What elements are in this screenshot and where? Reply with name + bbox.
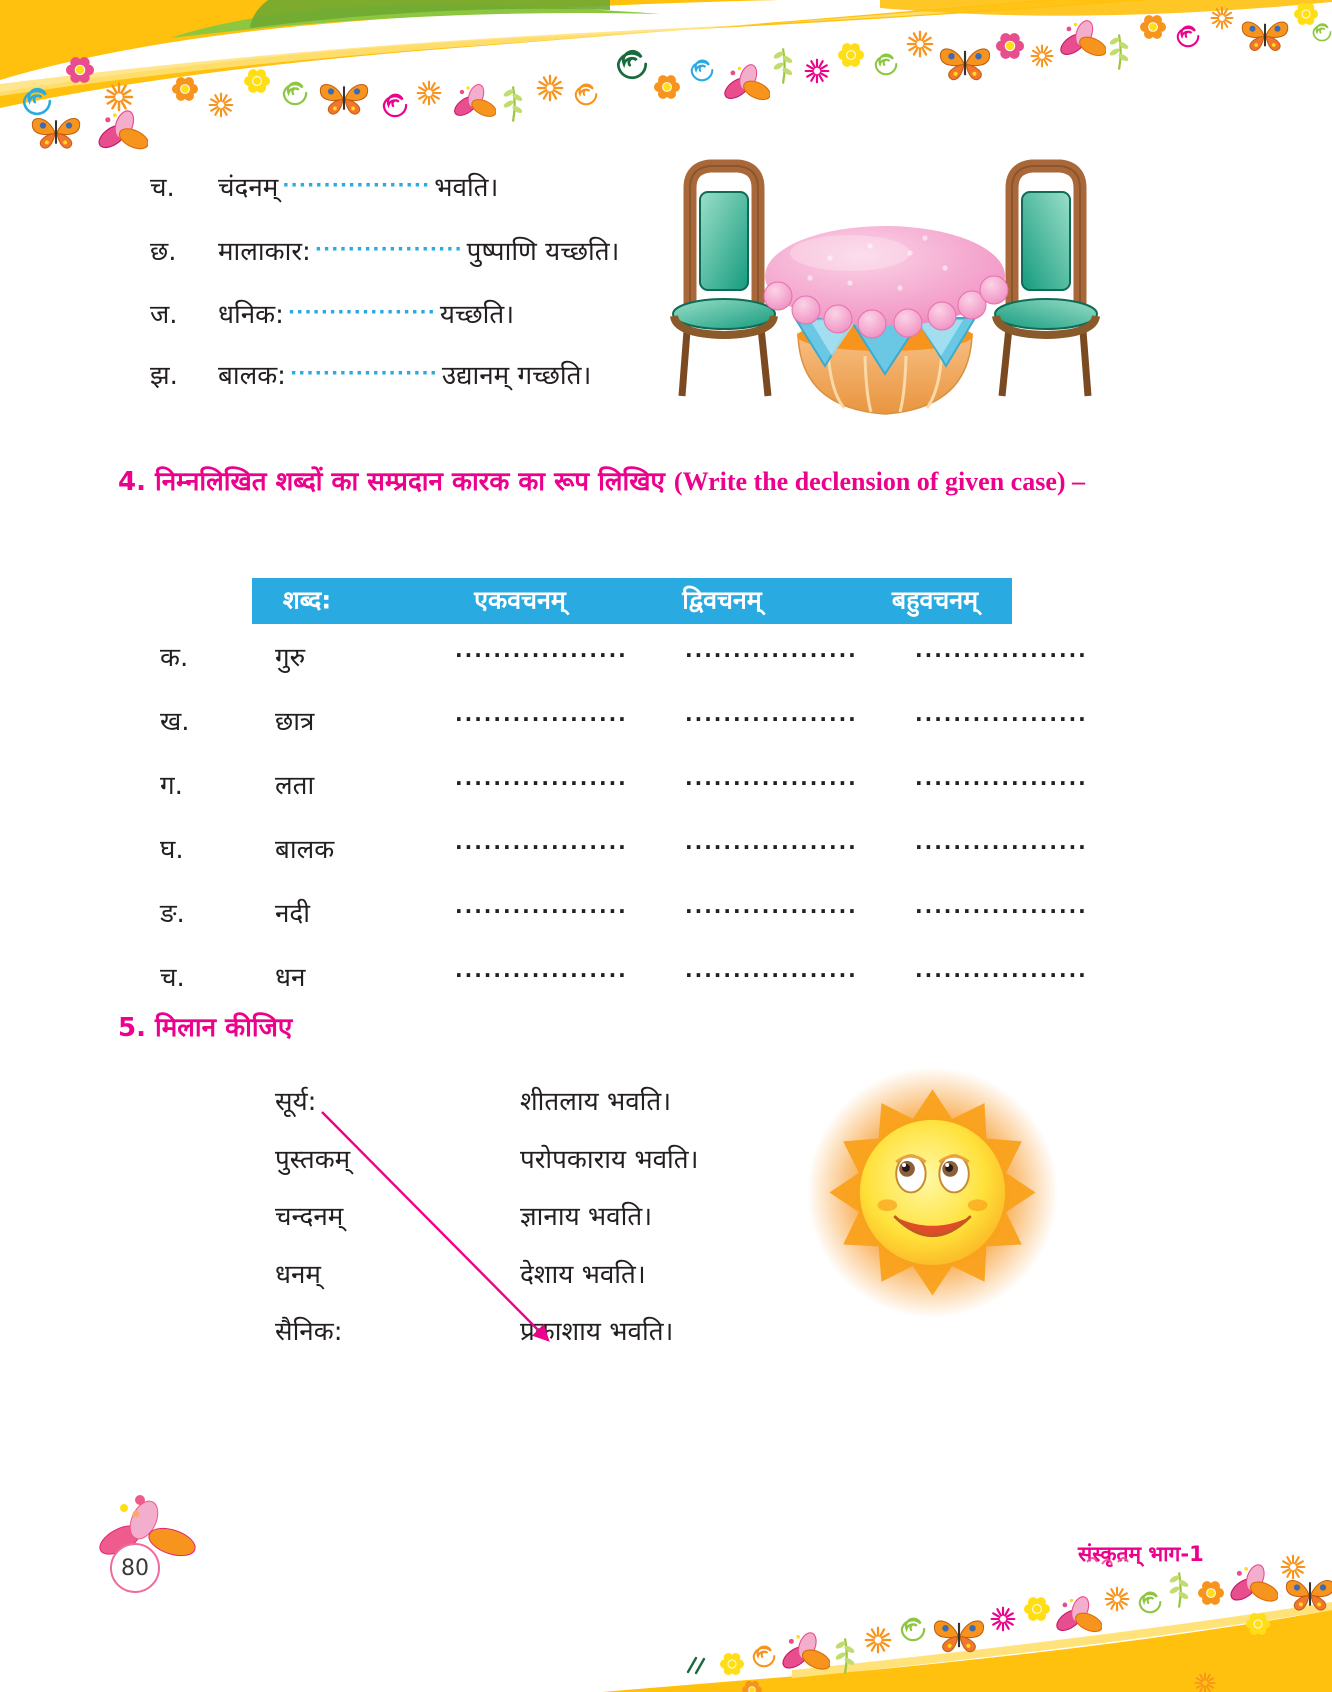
match-left-item: सैनिक: [275,1317,343,1347]
fill-blank: .................. [455,894,628,918]
item-serial: झ. [150,361,178,391]
match-left-item: धनम् [275,1260,321,1290]
table-row [160,638,1088,678]
exercise-row [150,168,498,204]
exercise-row [150,356,591,392]
match-right-item: ज्ञानाय भवति। [520,1202,653,1232]
row-serial: घ. [160,835,184,865]
fill-blank: .................. [915,958,1088,982]
question5-heading [118,1008,292,1044]
row-serial: ख. [160,707,190,737]
item-after: यच्छति। [439,300,515,330]
page-number: 80 [110,1543,160,1593]
declension-table-header [252,578,1012,624]
fill-blank: .................. [685,894,858,918]
fill-blank: .................. [685,638,858,662]
fill-blank: .................. [915,702,1088,726]
fill-blank: .................. [455,766,628,790]
fill-blank: ·················· [289,362,438,384]
row-word: गुरु [275,643,306,673]
question4-heading-english: (Write the declension of given case) – [673,467,1086,496]
fill-blank: .................. [915,830,1088,854]
question5-heading-hindi-text: 5. मिलान कीजिए [118,1013,293,1043]
question4-heading [118,462,1085,498]
table-row [160,766,1088,806]
fill-blank: ·················· [282,174,431,196]
row-serial: क. [160,643,189,673]
exercise-row [150,295,514,331]
fill-blank: .................. [685,702,858,726]
fill-blank: .................. [455,830,628,854]
item-subject: धनिक: [218,300,284,330]
fill-blank: .................. [685,830,858,854]
question4-heading-hindi: 4. निम्नलिखित शब्दों का सम्प्रदान कारक का रूप लिखिए [118,467,674,497]
match-left-item: सूर्य: [275,1087,317,1117]
column-header-dual: द्विवचनम् [682,585,762,615]
match-right-item: देशाय भवति। [520,1260,646,1290]
match-right-item: प्रकाशाय भवति। [520,1317,674,1347]
table-row [160,894,1088,934]
table-row [160,702,1088,742]
row-serial: च. [160,963,185,993]
fill-blank: .................. [915,638,1088,662]
fill-blank: .................. [685,766,858,790]
match-left-item: पुस्तकम् [275,1145,351,1175]
sun-face [860,1120,1005,1265]
fill-blank: ·················· [287,301,436,323]
column-header-singular: एकवचनम् [474,585,566,615]
table-chairs-illustration [660,158,1110,426]
fill-blank: .................. [455,958,628,982]
column-header-plural: बहुवचनम् [891,585,979,615]
smiling-sun-illustration [785,1060,1080,1320]
fill-blank: .................. [915,894,1088,918]
fill-blank: .................. [685,958,858,982]
fill-blank: ·················· [314,238,463,260]
item-serial: ज. [150,300,178,330]
table [764,226,1008,414]
top-floral-border [0,0,1332,160]
row-serial: ङ. [160,899,185,929]
item-subject: मालाकार: [218,237,311,267]
row-word: नदी [275,899,310,929]
row-word: छात्र [275,707,315,737]
fill-blank: .................. [915,766,1088,790]
match-right-item: परोपकाराय भवति। [520,1145,699,1175]
bottom-floral-border [542,1552,1332,1692]
table-row [160,958,1088,998]
item-after: भवति। [434,173,499,203]
fill-blank: .................. [455,638,628,662]
item-after: पुष्पाणि यच्छति। [466,237,620,267]
table-row [160,830,1088,870]
row-word: धन [275,963,306,993]
match-right-item: शीतलाय भवति। [520,1087,672,1117]
match-arrow [300,1095,570,1355]
item-subject: चंदनम् [218,173,279,203]
match-left-item: चन्दनम् [275,1202,344,1232]
item-serial: छ. [150,237,177,267]
row-word: बालक [275,835,335,865]
chair [673,166,775,396]
column-header-word: शब्द: [282,585,332,615]
item-serial: च. [150,173,175,203]
exercise-row [150,232,619,268]
row-serial: ग. [160,771,183,801]
item-after: उद्यानम् गच्छति। [441,361,592,391]
book-title: संस्कृतम् भाग-1 [1078,1542,1204,1566]
item-subject: बालक: [218,361,286,391]
row-word: लता [275,771,315,801]
fill-blank: .................. [455,702,628,726]
